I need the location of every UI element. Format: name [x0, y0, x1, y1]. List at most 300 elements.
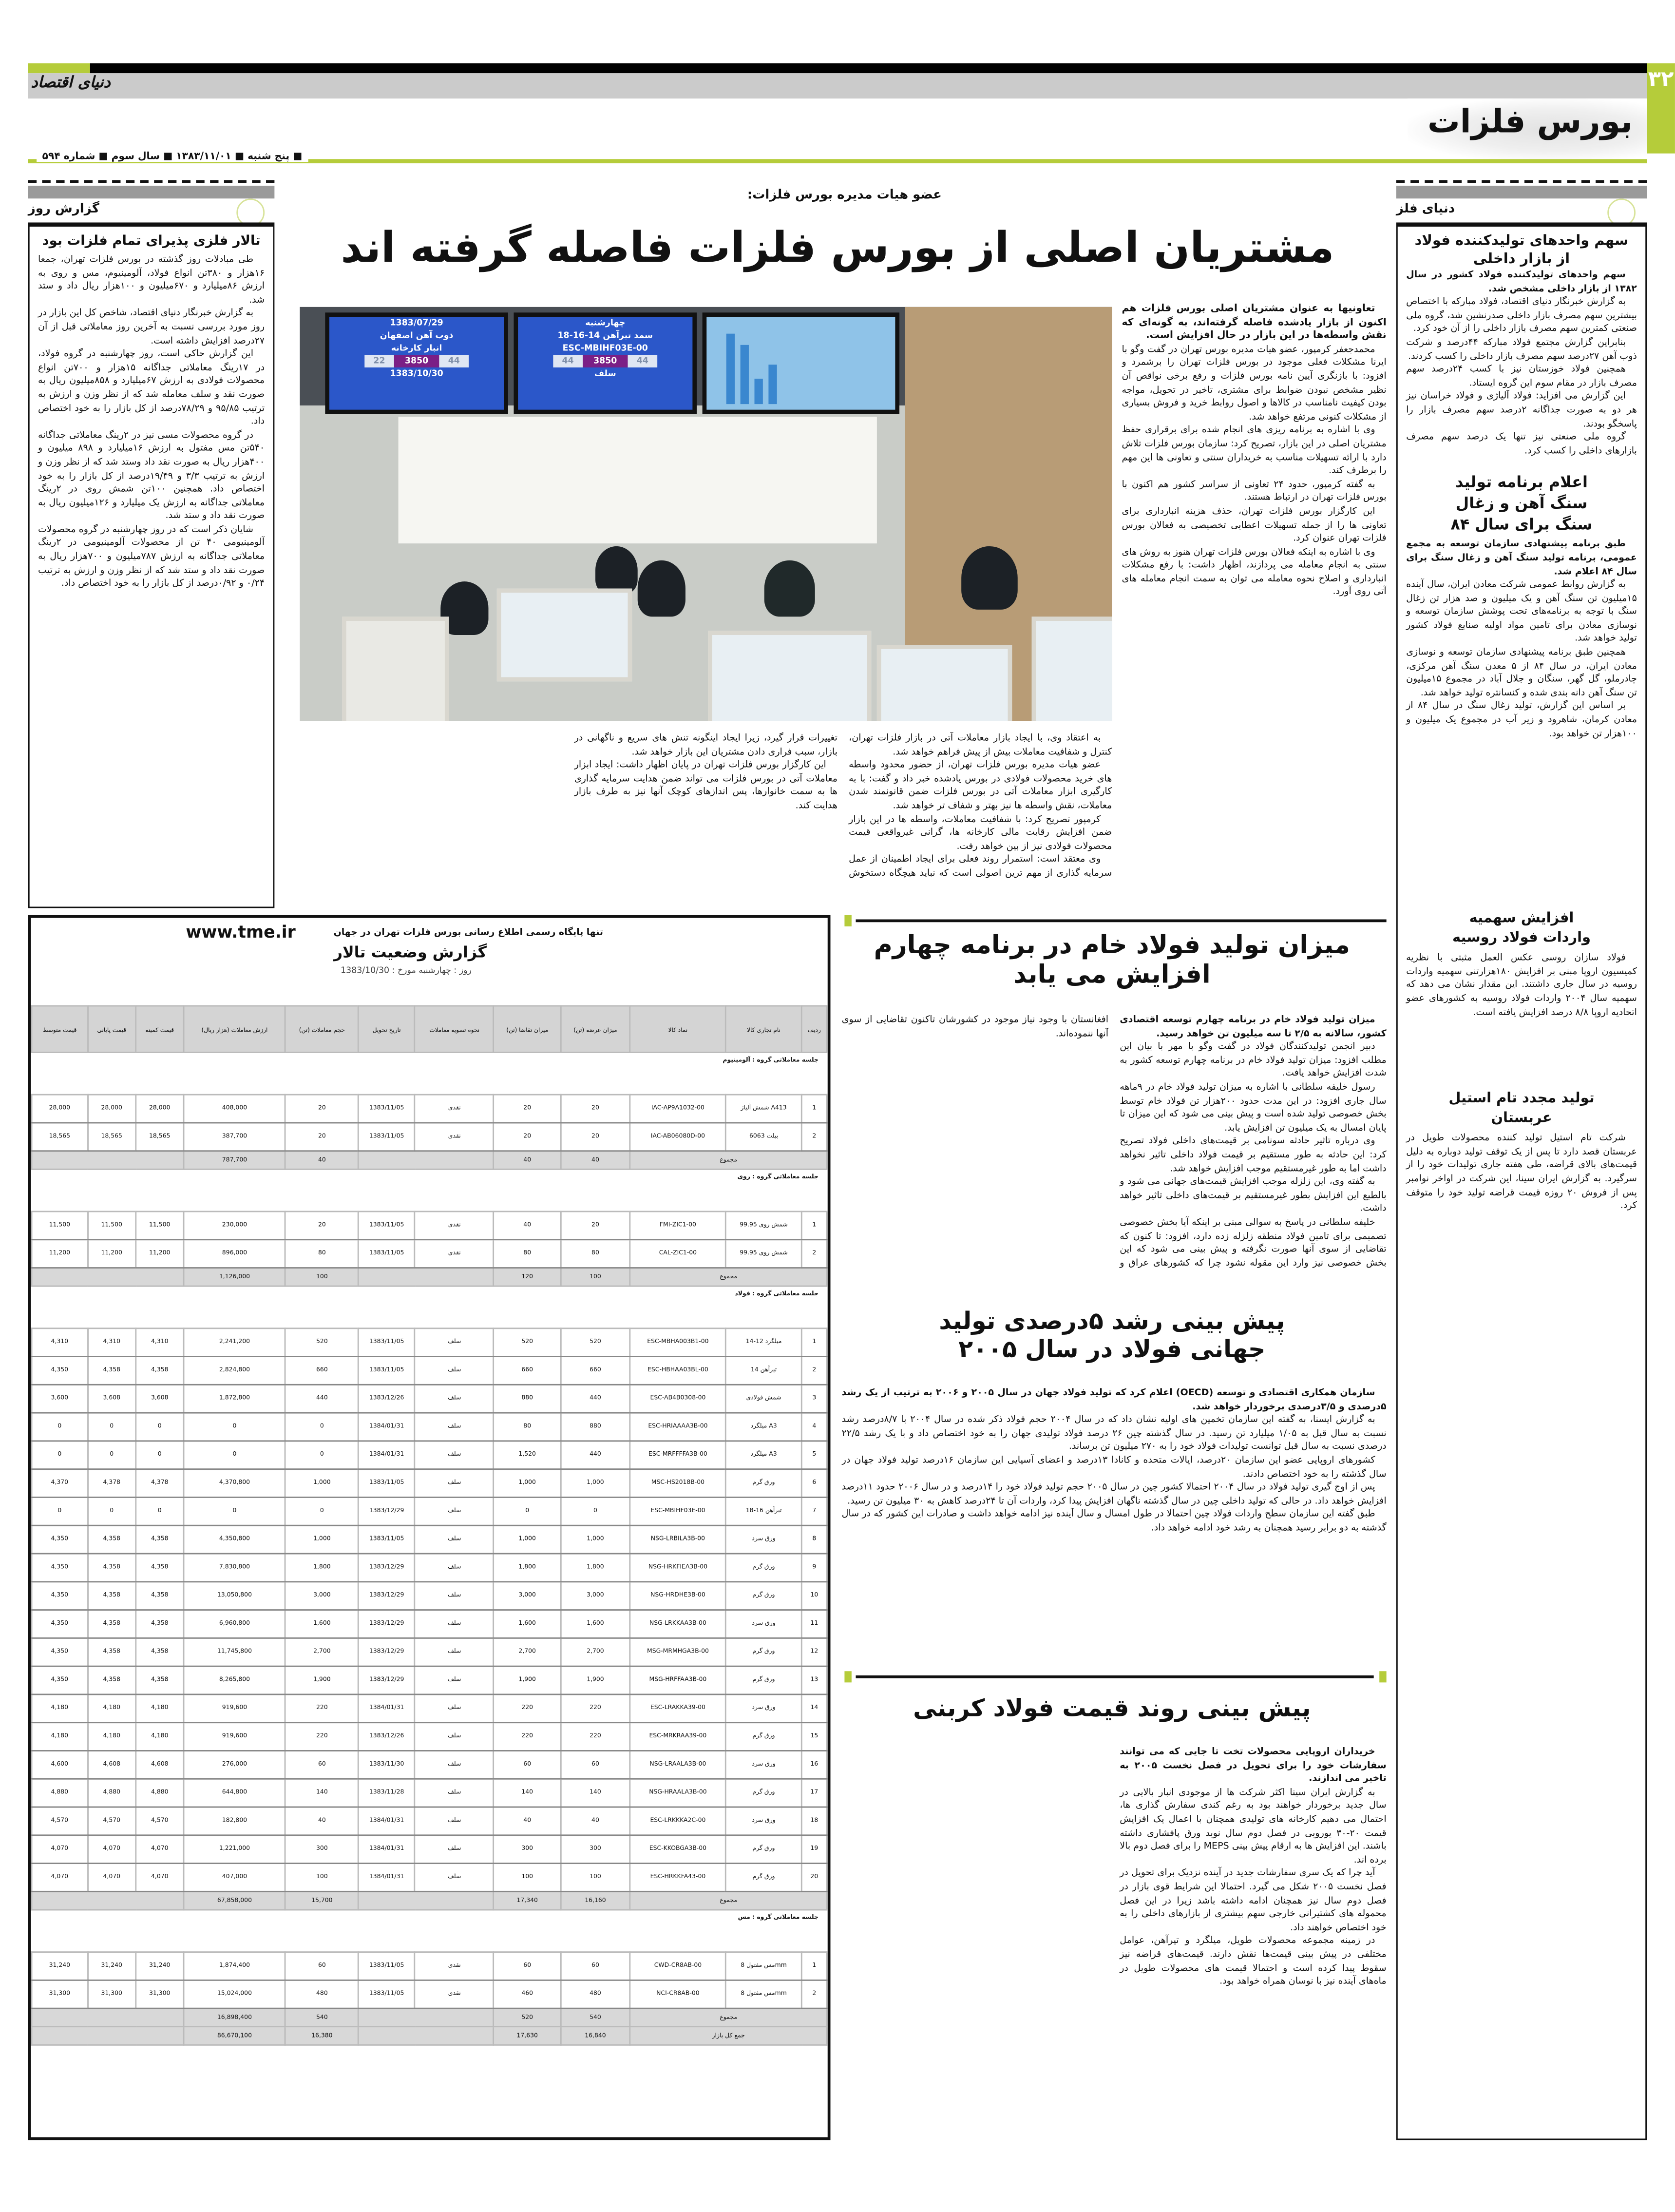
article-lead: سازمان همکاری اقتصادی و توسعه (OECD) اعلام کرد که تولید فولاد جهان در سال ۲۰۰۵ و ۲۰۰۶ به ترتیب از یک رشد ۵درصدی و ۳/۵درصدی برخوردار خواهد شد. [841, 1386, 1387, 1412]
table-cell: شمش فولادی [726, 1385, 802, 1413]
screen-text: سمد تیرآهن 14-16-18 [557, 330, 653, 341]
report-site-url[interactable]: www.tme.ir [186, 922, 296, 942]
table-cell: 4,880 [88, 1779, 136, 1807]
table-row [32, 1441, 827, 1469]
table-cell: 31,300 [32, 1980, 88, 2008]
table-cell: 20 [561, 1095, 630, 1123]
table-cell: 31,300 [136, 1980, 184, 2008]
table-cell: 1383/12/29 [358, 1610, 415, 1638]
table-cell: 4,070 [88, 1864, 136, 1892]
page-number-box [1647, 63, 1675, 154]
table-cell: 4,358 [88, 1554, 136, 1582]
table-row [32, 1582, 827, 1610]
table-row [32, 1328, 827, 1357]
table-cell: ESC-MBIHF03E-00 [630, 1497, 726, 1525]
table-cell: میلگرد A3 [726, 1441, 802, 1469]
sum-supply: 100 [561, 1268, 630, 1287]
table-cell: 4,310 [32, 1328, 88, 1357]
column-header: تاریخ تحویل [358, 1006, 415, 1052]
table-cell: سلف [415, 1413, 494, 1441]
sidebar-headline: اعلام برنامه تولید سنگ آهن و زغال سنگ برای سال ۸۴ [1450, 473, 1593, 534]
table-row [32, 1212, 827, 1240]
table-cell: 4,378 [88, 1469, 136, 1498]
display-screen [325, 312, 508, 414]
table-cell: سلف [415, 1469, 494, 1498]
table-cell: 20 [494, 1095, 561, 1123]
table-cell: 4,358 [136, 1357, 184, 1385]
table-cell: 4,570 [32, 1807, 88, 1835]
table-cell: 11,500 [136, 1212, 184, 1240]
table-cell: 4,358 [88, 1525, 136, 1554]
table-cell: تیرآهن 16-18 [726, 1497, 802, 1525]
table-cell: 0 [88, 1497, 136, 1525]
table-cell: 1383/11/05 [358, 1328, 415, 1357]
table-cell [358, 2027, 494, 2045]
table-cell: 1,900 [286, 1666, 358, 1694]
table-cell: 407,000 [184, 1864, 286, 1892]
table-cell: 1383/11/05 [358, 1212, 415, 1240]
table-cell: 1383/12/26 [358, 1723, 415, 1751]
table-cell: 1,000 [494, 1525, 561, 1554]
table-cell: 0 [32, 1413, 88, 1441]
table-cell: 220 [494, 1694, 561, 1723]
table-cell: 1383/12/29 [358, 1497, 415, 1525]
right-sidebar-box [1396, 222, 1647, 2140]
table-cell: 644,800 [184, 1779, 286, 1807]
table-cell: مس مفتول 8mm [726, 1952, 802, 1981]
total-label: جمع کل بازار [630, 2027, 827, 2045]
column-header: نام تجاری کالا [726, 1006, 802, 1052]
table-cell: 880 [561, 1413, 630, 1441]
table-cell: 230,000 [184, 1212, 286, 1240]
carbon-steel-article-body [842, 1746, 1387, 2140]
table-cell: 2,241,200 [184, 1328, 286, 1357]
table-cell: 1 [801, 1095, 827, 1123]
table-cell: 31,240 [136, 1952, 184, 1981]
section-title: بورس فلزات [1428, 104, 1633, 141]
sum-demand: 520 [494, 2008, 561, 2027]
table-cell: 4,378 [136, 1469, 184, 1498]
sum-volume: 15,700 [286, 1891, 358, 1910]
table-cell: 20 [494, 1123, 561, 1151]
table-cell: 20 [286, 1212, 358, 1240]
table-cell: 40 [286, 1807, 358, 1835]
sidebar-lead: طبق برنامه پیشنهادی سازمان توسعه به مجمع عمومی، برنامه تولید سنگ آهن و زغال سنگ برای سال ۸۴ اعلام شد. [1406, 538, 1637, 577]
table-cell: 2 [801, 1357, 827, 1385]
table-cell: 1383/11/05 [358, 1123, 415, 1151]
table-cell: 4,350,800 [184, 1525, 286, 1554]
table-cell: ورق گرم [726, 1554, 802, 1582]
sidebar-paragraph: طی مبادلات روز گذشته در بورس فلزات تهران، جمعا ۱۶هزار و ۳۸۰تن انواع فولاد، آلومینیوم، مس و روی به ارزش ۸۶میلیارد و ۶۷۰میلیون و ۱۰۰هزار ریال داد و ستد شد. [38, 253, 265, 306]
table-cell: ESC-HRKKFA43-00 [630, 1864, 726, 1892]
table-cell: 4,570 [88, 1807, 136, 1835]
table-cell: 0 [286, 1441, 358, 1469]
display-screen [514, 312, 697, 414]
table-cell: 1,800 [561, 1554, 630, 1582]
table-cell: 4,358 [88, 1638, 136, 1666]
main-article-column [1122, 303, 1387, 901]
article-paragraph: به گفته کرمپور، حدود ۲۴ تعاونی از سراسر کشور هم اکنون با بورس فلزات تهران در ارتباط هستند. [1122, 478, 1387, 503]
crude-steel-headline: میزان تولید فولاد خام در برنامه چهارم افزایش می یابد [874, 930, 1351, 990]
table-row [32, 1413, 827, 1441]
table-cell: سلف [415, 1525, 494, 1554]
table-row [32, 1666, 827, 1694]
sum-demand: 17,340 [494, 1891, 561, 1910]
world-steel-article-body [842, 1387, 1387, 1654]
table-cell: 20 [561, 1123, 630, 1151]
table-cell: 40 [494, 1212, 561, 1240]
table-cell: MSG-MRMHGA3B-00 [630, 1638, 726, 1666]
table-cell: 28,000 [88, 1095, 136, 1123]
column-header: نماد کالا [630, 1006, 726, 1052]
masthead-black-bar [90, 63, 1647, 73]
table-cell: 11,745,800 [184, 1638, 286, 1666]
table-cell: 1,800 [494, 1554, 561, 1582]
article-paragraph: دبیر انجمن تولیدکنندگان فولاد در گفت وگو با مهر با بیان این مطلب افزود: میزان تولید فولاد خام در برنامه چهارم توسعه کشور به شدت افزایش خواهد یافت. [1120, 1040, 1387, 1079]
table-cell: شمش روی 99.95 [726, 1240, 802, 1268]
article-paragraph: این کارگزار بورس فلزات تهران، حذف هزینه انبارداری برای تعاونی ها را از جمله تسهیلات اعطایی تخصیصی به فعالان بورس فلزات تهران عنوان کرد. [1122, 505, 1387, 544]
table-cell: NCI-CR8AB-00 [630, 1980, 726, 2008]
main-article-continuation [300, 732, 1112, 901]
table-cell: 1384/01/31 [358, 1864, 415, 1892]
table-cell: 520 [561, 1328, 630, 1357]
table-cell: 0 [561, 1497, 630, 1525]
table-cell: 182,800 [184, 1807, 286, 1835]
table-cell: 1383/12/29 [358, 1638, 415, 1666]
table-cell: 20 [801, 1864, 827, 1892]
column-header: حجم معاملات (تن) [286, 1006, 358, 1052]
table-cell: 4,180 [88, 1694, 136, 1723]
table-cell: 387,700 [184, 1123, 286, 1151]
sidebar-paragraph: همچنین فولاد خوزستان نیز با کسب ۲۴درصد سهم مصرف بازار در مقام سوم این گروه ایستاد. [1406, 363, 1637, 388]
table-cell: 6,960,800 [184, 1610, 286, 1638]
table-cell: 1383/11/05 [358, 1357, 415, 1385]
table-cell: 4,358 [88, 1666, 136, 1694]
table-cell: سلف [415, 1328, 494, 1357]
article-rule [856, 1675, 1374, 1678]
table-cell [358, 2008, 494, 2027]
table-cell: CWD-CR8AB-00 [630, 1952, 726, 1981]
table-cell: 2,700 [561, 1638, 630, 1666]
table-cell [32, 1891, 184, 1910]
table-cell: NSG-LRKKAA3B-00 [630, 1610, 726, 1638]
group-label: جلسه معاملاتی گروه : روی [737, 1174, 818, 1181]
sum-label: مجموع [630, 2008, 827, 2027]
table-cell: 4,180 [32, 1694, 88, 1723]
article-paragraph: وی با اشاره به اینکه فعالان بورس فلزات تهران هنوز به روش های سنتی به انجام معامله می پردازند، اظهار داشت: با رفع مشکلات انبارداری و اصلاح نحوه معامله می توان به سمت انجام معامله های آتی روی آورد. [1122, 546, 1387, 598]
table-cell: 4,070 [32, 1864, 88, 1892]
table-cell: ESC-LRKKKA2C-00 [630, 1807, 726, 1835]
trading-floor-photo [300, 307, 1112, 721]
table-cell: 1383/11/05 [358, 1095, 415, 1123]
table-cell: 660 [561, 1357, 630, 1385]
table-row [32, 1554, 827, 1582]
table-cell: 440 [286, 1385, 358, 1413]
table-cell: 31,240 [32, 1952, 88, 1981]
table-cell: MSC-HS2018B-00 [630, 1469, 726, 1498]
table-cell: 4,350 [32, 1666, 88, 1694]
table-cell: 440 [561, 1441, 630, 1469]
article-paragraph: به گفته وی، این زلزله موجب افزایش قیمت‌های جهانی می شود و بالطبع این افزایش بطور غیرمستقیم بر قیمت‌های داخلی تاثیر خواهد داشت. [1120, 1175, 1387, 1214]
table-cell: 0 [494, 1497, 561, 1525]
table-cell: 1383/11/28 [358, 1779, 415, 1807]
table-cell: 0 [184, 1441, 286, 1469]
article-paragraph: کشورهای اروپایی عضو این سازمان ۲۰درصد، ایالات متحده و کانادا ۱۳درصد و اعضای آسیایی این سازمان ۱۶درصد تولید فولاد جهان در سال گذشته را به خود اختصاص دادند. [841, 1454, 1387, 1480]
table-cell: 4,070 [136, 1864, 184, 1892]
table-row [32, 1497, 827, 1525]
table-row [32, 1952, 827, 1981]
table-cell: 11,200 [88, 1240, 136, 1268]
table-cell: 20 [561, 1212, 630, 1240]
total-demand: 17,630 [494, 2027, 561, 2045]
table-cell: 0 [136, 1413, 184, 1441]
sidebar-paragraph: گروه ملی صنعتی نیز تنها یک درصد سهم مصرف بازارهای داخلی را کسب کرد. [1406, 431, 1637, 456]
table-cell: 4,070 [88, 1835, 136, 1864]
table-cell: 520 [286, 1328, 358, 1357]
rule-accent [844, 915, 851, 926]
article-kicker: عضو هیات مدیره بورس فلزات: [747, 189, 942, 203]
table-cell: 1,900 [494, 1666, 561, 1694]
table-cell: 4,070 [32, 1835, 88, 1864]
table-cell: 3,608 [88, 1385, 136, 1413]
table-cell: ESC-MRFFFFA3B-00 [630, 1441, 726, 1469]
table-cell: ورق گرم [726, 1779, 802, 1807]
table-cell: 40 [561, 1807, 630, 1835]
table-cell: سلف [415, 1807, 494, 1835]
article-paragraph: محمدجعفر کرمپور، عضو هیات مدیره بورس تهران در گفت وگو با ایرنا مشکلات فعلی موجود در بورس فلزات تهران را برشمرد و افزود: با بازنگری آیین نامه بورس فلزات و رفع برخی نواقص آن نظیر مشخص نبودن ضوابط برای مشتری، تاخیر در تحویل، مواجه بودن کیفیت نامناسب در کالاها و اصول روابط خرید و فروش بسیاری از مشکلات کنونی مرتفع خواهد شد. [1122, 343, 1387, 422]
table-cell [358, 1268, 494, 1287]
table-cell: 276,000 [184, 1750, 286, 1779]
sidebar-paragraph: این گزارش حاکی است، روز چهارشنبه در گروه فولاد، در ۱۷رینگ معاملاتی جداگانه ۱۵هزار و ۷۰۰تن انواع محصولات فولادی به ارزش ۶۷میلیارد و ۸۵۸میلیون ریال به صورت نقد و سلف معامله شد که از نظر وزن و ارزش به ترتیب ۹۵/۸۵ و ۷۸/۲۹درصد از کل بازار را به خود اختصاص داد. [38, 348, 265, 427]
table-cell: 4,358 [88, 1357, 136, 1385]
table-cell: 140 [286, 1779, 358, 1807]
article-paragraph: عضو هیات مدیره بورس فلزات تهران، از حضور محدود واسطه های خرید محصولات فولادی در بورس یادشده خبر داد و گفت: با به کارگیری ابزار معاملات آتی در بورس فلزات ضمن قانونمند شدن معاملات، نقش واسطه ها نیز بهتر و شفاف تر خواهد شد. [849, 759, 1112, 811]
table-cell: 1383/12/26 [358, 1385, 415, 1413]
table-cell: 11,200 [32, 1240, 88, 1268]
table-cell: 3,000 [286, 1582, 358, 1610]
table-cell: 0 [136, 1441, 184, 1469]
screen-text: 22 [365, 355, 394, 367]
table-cell: 3 [801, 1385, 827, 1413]
table-cell: 1383/12/29 [358, 1554, 415, 1582]
table-cell: مس مفتول 8mm [726, 1980, 802, 2008]
table-row [32, 1525, 827, 1554]
table-cell: 4,358 [88, 1582, 136, 1610]
sum-volume: 40 [286, 1151, 358, 1170]
table-cell: 1384/01/31 [358, 1413, 415, 1441]
crude-steel-article-body [842, 1014, 1387, 1281]
sum-demand: 120 [494, 1268, 561, 1287]
table-cell: 0 [184, 1413, 286, 1441]
screen-text: سلف [594, 368, 616, 379]
table-cell: سلف [415, 1779, 494, 1807]
column-header: قیمت متوسط [32, 1006, 88, 1052]
group-sum-row [32, 1891, 827, 1910]
table-cell: 4,310 [136, 1328, 184, 1357]
article-paragraph: به گزارش ایران سینا اکثر شرکت ها از موجودی انبار بالایی در سال جدید برخوردار خواهند بود به رغم کندی سفارش گذاری ها، احتمال می دهیم کارخانه های تولیدی همچنان با اعمال یک افزایش قیمت ۲۰-۳۰ یورویی در فصل دوم سال نوید ورق پافشاری داشته باشند. این افزایش ها به ارقام پیش بینی MEPS را برای فصل دوم بالا برده اند. [1120, 1786, 1387, 1866]
table-cell: ESC-MBHA003B1-00 [630, 1328, 726, 1357]
table-cell: سلف [415, 1554, 494, 1582]
table-cell: 7 [801, 1497, 827, 1525]
table-cell: 19 [801, 1835, 827, 1864]
table-cell: 220 [286, 1694, 358, 1723]
sidebar-paragraph: به گزارش روابط عمومی شرکت معادن ایران، سال آینده ۱۵میلیون تن سنگ آهن و یک میلیون و صد هزار تن زغال سنگ با توجه به برنامه‌های تحت پوشش سازمان توسعه و نوسازی معادن برای تامین مواد اولیه صنایع فولاد کشور تولید خواهد شد. [1406, 578, 1637, 644]
sum-value: 16,898,400 [184, 2008, 286, 2027]
table-cell: 4,310 [88, 1328, 136, 1357]
table-cell: 80 [286, 1240, 358, 1268]
table-cell: 1383/11/05 [358, 1952, 415, 1981]
table-cell: سلف [415, 1723, 494, 1751]
table-cell: ورق سرد [726, 1807, 802, 1835]
screen-text: 44 [439, 355, 468, 367]
table-row [32, 1864, 827, 1892]
table-cell: IAC-AB06080D-00 [630, 1123, 726, 1151]
table-cell: ESC-KKOBGA3B-00 [630, 1835, 726, 1864]
table-cell: سلف [415, 1357, 494, 1385]
section-label: دنیای فلز [1396, 203, 1455, 217]
table-row [32, 1638, 827, 1666]
sidebar-headline: سهم واحدهای تولیدکننده فولاد از بازار داخلی [1414, 233, 1629, 268]
table-cell: 4,180 [136, 1723, 184, 1751]
table-cell: 4,358 [136, 1525, 184, 1554]
article-paragraph: پس از اوج گیری تولید فولاد در سال ۲۰۰۴ احتمالا کشور چین در سال ۲۰۰۵ حجم تولید فولاد خود را ۱۴درصد و در سال ۲۰۰۶ حدود ۱۱درصد افزایش خواهد داد. در حالی که تولید داخلی چین در سال گذشته ناگهان افزایش پیدا کرد، واردات آن تا ۲۴درصد کاهش به ۳۰ میلیون تن رسید. [841, 1481, 1387, 1506]
table-cell: سلف [415, 1610, 494, 1638]
table-cell: 1,000 [286, 1469, 358, 1498]
table-row [32, 1610, 827, 1638]
sidebar-paragraph: در گروه محصولات مسی نیز در ۲رینگ معاملاتی جداگانه ۵۴۰تن مس مفتول به ارزش ۱۶میلیارد و ۸۹۸ میلیون و ۴۰۰هزار ریال به صورت نقد داد وستد شد که از نظر وزن و ارزش به ترتیب ۳/۳ و ۱۹/۴۹درصد از کل بازار را به خود اختصاص داد. همچنین ۱۰۰تن شمش روی در ۲رینگ معاملاتی جداگانه به ارزش یک میلیارد و ۱۲۶میلیون ریال به صورت نقد داد و ستد شد. [38, 429, 265, 521]
table-cell: ورق گرم [726, 1469, 802, 1498]
table-cell: 0 [136, 1497, 184, 1525]
column-header: قیمت کمینه [136, 1006, 184, 1052]
table-cell: 5 [801, 1441, 827, 1469]
table-cell: میلگرد 12-14 [726, 1328, 802, 1357]
screen-text: ذوب آهن اصفهان [380, 330, 454, 341]
article-paragraph: خلیفه سلطانی در پاسخ به سوالی مبنی بر اینکه آیا بخش خصوصی تصمیمی برای تامین فولاد منطقه زلزله زده دارد، افزود: تا کنون که تقاضایی از سوی آنها صورت نگرفته و پیش بینی می شود که این بخش خصوصی نیز وارد این مقوله نشود چرا که کشورهای عراق و افغانستان با وجود نیاز موجود در کشورشان تاکنون تقاضایی از سوی آنها ننموده‌اند. [841, 1014, 1387, 1269]
table-cell: 12 [801, 1638, 827, 1666]
table-cell: 4,350 [32, 1610, 88, 1638]
table-cell: 300 [561, 1835, 630, 1864]
table-cell: 80 [494, 1240, 561, 1268]
table-cell: 11 [801, 1610, 827, 1638]
table-cell: 2,700 [494, 1638, 561, 1666]
table-cell: 18,565 [32, 1123, 88, 1151]
table-cell: نقدی [415, 1123, 494, 1151]
table-cell: CAL-ZIC1-00 [630, 1240, 726, 1268]
table-cell: 4,608 [136, 1750, 184, 1779]
table-cell: 300 [494, 1835, 561, 1864]
table-cell: نقدی [415, 1980, 494, 2008]
sidebar-paragraph: به گزارش خبرنگار دنیای اقتصاد، شاخص کل این بازار در روز مورد بررسی نسبت به آخرین روز معاملاتی قبل از آن ۲۷درصد افزایش داشته است. [38, 307, 265, 346]
table-cell: 1383/12/29 [358, 1582, 415, 1610]
table-cell: 20 [286, 1095, 358, 1123]
table-cell: 4,358 [136, 1666, 184, 1694]
sum-label: مجموع [630, 1891, 827, 1910]
main-headline: مشتریان اصلی از بورس فلزات فاصله گرفته اند [341, 224, 1334, 273]
sidebar-paragraph: این گزارش می افزاید: فولاد آلیاژی و فولاد خراسان نیز هر دو به صورت جداگانه ۲درصد سهم مصرف بازار را پاسخگو بودند. [1406, 390, 1637, 429]
sum-value: 787,700 [184, 1151, 286, 1170]
article-lead: تعاونیها به عنوان مشتریان اصلی بورس فلزات هم اکنون از بازار یادشده فاصله گرفته‌اند، به گونه‌ای که نقش واسطه‌ها در این بازار در حال افزایش است. [1122, 303, 1387, 341]
table-cell: 0 [32, 1497, 88, 1525]
table-cell: 8 [801, 1525, 827, 1554]
table-cell: 16 [801, 1750, 827, 1779]
column-header: نحوه تسویه معاملات [415, 1006, 494, 1052]
table-cell: 13 [801, 1666, 827, 1694]
table-row [32, 1095, 827, 1123]
group-header-row [32, 1053, 827, 1095]
table-cell: 1,874,400 [184, 1952, 286, 1981]
table-cell: 2 [801, 1123, 827, 1151]
section-head-metal-world [1396, 180, 1647, 220]
group-sum-row [32, 2008, 827, 2027]
sidebar-paragraph: شرکت تام استیل تولید کننده محصولات طویل در عربستان قصد دارد تا پس از یک توقف تولید دوباره به دلیل قیمت‌های بالای قراضه، طی هفته جاری تولیدات خود را از سرگیرد. به گزارش ایران سینا، این شرکت در اواخر نوامبر پس از فروش ۲۰ روزه قیمت قراضه تولید خود را متوقف کرد. [1406, 1132, 1637, 1211]
table-cell: سلف [415, 1666, 494, 1694]
table-row [32, 1807, 827, 1835]
table-cell: میلگرد A3 [726, 1413, 802, 1441]
table-row [32, 1980, 827, 2008]
table-cell: IAC-AP9A1032-00 [630, 1095, 726, 1123]
market-total-row [32, 2027, 827, 2045]
table-row [32, 1694, 827, 1723]
table-cell: 1,000 [561, 1469, 630, 1498]
table-cell: 1,000 [561, 1525, 630, 1554]
table-cell: 11,500 [32, 1212, 88, 1240]
table-cell [358, 1891, 494, 1910]
table-cell: 0 [286, 1413, 358, 1441]
group-sum-row [32, 1268, 827, 1287]
group-header-row [32, 1169, 827, 1212]
section-label: گزارش روز [28, 203, 99, 217]
sidebar-paragraph: بنابراین گزارش مجتمع فولاد مبارکه ۴۴درصد و شرکت ذوب آهن ۲۷درصد سهم مصرف بازار داخلی را کسب کردند. [1406, 336, 1637, 362]
sidebar-paragraph: بر اساس این گزارش، تولید زغال سنگ در سال ۸۴ از معادن کرمان، شاهرود و زیر آب در مجموع یک میلیون و ۱۰۰هزار تن خواهد بود. [1406, 700, 1637, 739]
table-cell [32, 2008, 184, 2027]
table-cell: 11,200 [136, 1240, 184, 1268]
table-cell: 1,800 [286, 1554, 358, 1582]
table-cell: 4,358 [136, 1638, 184, 1666]
table-cell: 1,600 [561, 1610, 630, 1638]
group-header-row [32, 1286, 827, 1328]
sidebar-headline: تولید مجدد تام استیل عربستان [1448, 1091, 1595, 1127]
table-cell: 7,830,800 [184, 1554, 286, 1582]
table-cell: 20 [286, 1123, 358, 1151]
table-cell: 18,565 [88, 1123, 136, 1151]
table-cell: 31,240 [88, 1952, 136, 1981]
table-row [32, 1835, 827, 1864]
total-volume: 16,380 [286, 2027, 358, 2045]
table-cell: 80 [561, 1240, 630, 1268]
article-paragraph: به گزارش ایسنا، به گفته این سازمان تخمین های اولیه نشان داد که در سال ۲۰۰۴ حجم فولاد ذکر شده در سال ۲۰۰۴ با ۸/۷درصد رشد نسبت به سال قبل به ۱/۰۵ میلیارد تن رسید. در سال گذشته چین ۲۶ درصد فولاد تولیدی جهان را به خود اختصاص داد و با یک رشد ۲۲/۵ درصدی نسبت به سال قبل توانست تولیدات فولاد خود را به ۲۷۰ میلیون تن برساند. [841, 1414, 1387, 1452]
left-sidebar-box [28, 222, 275, 908]
table-row [32, 1723, 827, 1751]
sidebar-headline: تالار فلزی پذیرای تمام فلزات بود [42, 233, 261, 250]
table-cell: 460 [494, 1980, 561, 2008]
table-cell: 3,000 [561, 1582, 630, 1610]
table-cell: سلف [415, 1497, 494, 1525]
table-cell: نقدی [415, 1240, 494, 1268]
article-paragraph: در زمینه مجموعه محصولات طویل، میلگرد و تیرآهن، عوامل مختلفی در پیش بینی قیمت‌ها نقش دارند. قیمت‌های قراضه نیز سقوط پیدا کرده است و احتمالا قیمت های محصولات طویل در ماه‌های آینده نیز با نوسان همراه خواهد بود. [1120, 1935, 1387, 1987]
table-cell: 60 [494, 1750, 561, 1779]
table-row [32, 1357, 827, 1385]
table-cell: 28,000 [136, 1095, 184, 1123]
table-cell: تیرآهن 14 [726, 1357, 802, 1385]
table-cell: 4,600 [32, 1750, 88, 1779]
table-cell: 0 [184, 1497, 286, 1525]
table-cell: ESC-LRAKKA39-00 [630, 1694, 726, 1723]
screen-text: 44 [628, 355, 657, 367]
table-cell: 28,000 [32, 1095, 88, 1123]
table-cell: 11,500 [88, 1212, 136, 1240]
table-cell: 4,358 [136, 1610, 184, 1638]
newspaper-logo: دنیای اقتصاد [31, 73, 111, 92]
